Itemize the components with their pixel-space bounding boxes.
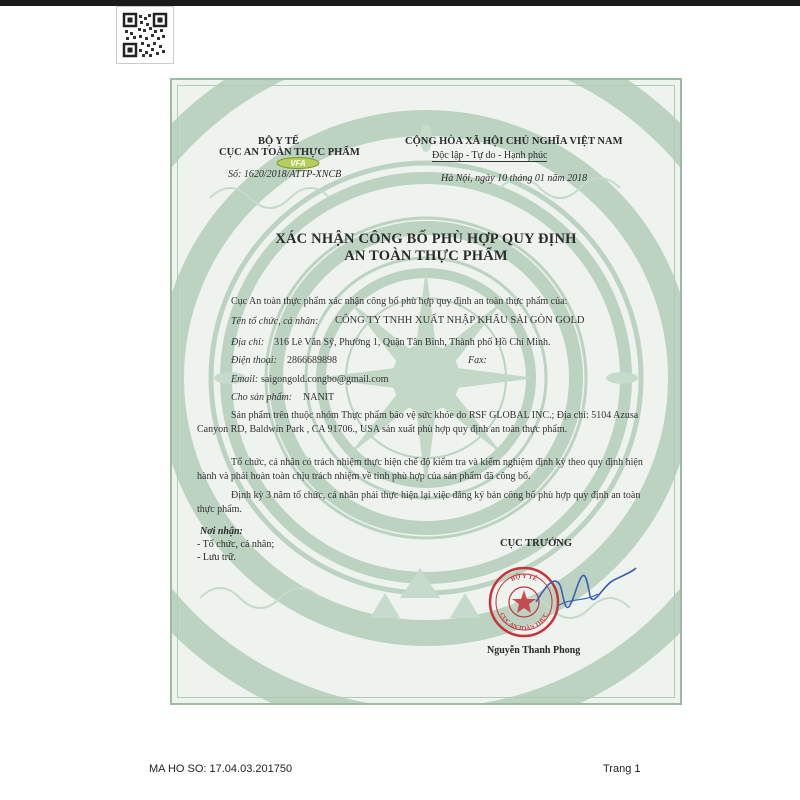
document-number: Số: 1620/2018/ATTP-XNCB xyxy=(228,169,342,180)
renewal-paragraph: Định kỳ 3 năm tổ chức, cá nhân phải thực hiện lại việc đăng ký bản công bố phù hợp quy định an toàn thực phẩm. xyxy=(197,490,641,515)
qr-code xyxy=(116,6,174,64)
product-value: NANIT xyxy=(303,392,335,403)
recipients-label: Nơi nhận: xyxy=(200,526,243,537)
signer-name: Nguyễn Thanh Phong xyxy=(487,645,581,656)
phone-value: 2866689898 xyxy=(287,355,337,366)
org-label: Tên tổ chức, cá nhân: xyxy=(231,316,319,327)
address-label: Địa chỉ: xyxy=(231,337,265,348)
document-title: XÁC NHẬN CÔNG BỐ PHÙ HỢP QUY ĐỊNH xyxy=(275,231,577,247)
responsibility-paragraph: Tổ chức, cá nhân có trách nhiệm thực hiện chế độ kiểm tra và kiểm nghiệm định kỳ theo quy định hiện hành và phải hoàn toàn chịu trách nhiệm về tính phù hợp của sản phẩm đã công bố. xyxy=(197,457,643,482)
email-value: saigongold.congbo@gmail.com xyxy=(261,374,389,385)
document-title-line2: AN TOÀN THỰC PHẨM xyxy=(344,248,508,264)
email-label: Email: xyxy=(231,374,259,385)
ministry-name: BỘ Y TẾ xyxy=(258,136,300,147)
handwritten-signature xyxy=(528,562,638,622)
recipient-item: - Tổ chức, cá nhân; xyxy=(197,539,275,550)
address-value: 316 Lê Văn Sỹ, Phường 1, Quận Tân Bình, Thành phố Hồ Chí Minh. xyxy=(274,337,551,348)
svg-text:VFA: VFA xyxy=(290,159,306,168)
agency-name: CỤC AN TOÀN THỰC PHẨM xyxy=(219,147,360,158)
product-label: Cho sản phẩm: xyxy=(231,392,293,403)
svg-text:CỤC AN TOÀN THỰC: CỤC AN TOÀN THỰC xyxy=(498,612,550,633)
motto: Độc lập - Tự do - Hạnh phúc xyxy=(432,150,548,161)
vfa-logo-icon xyxy=(276,157,320,169)
country-name: CỘNG HÒA XÃ HỘI CHỦ NGHĨA VIỆT NAM xyxy=(405,136,623,147)
phone-label: Điện thoại: xyxy=(231,355,277,366)
org-value: CÔNG TY TNHH XUẤT NHẬP KHẨU SÀI GÒN GOLD xyxy=(335,315,585,326)
fax-label: Fax: xyxy=(468,355,487,366)
svg-text:BỘ Y TẾ: BỘ Y TẾ xyxy=(509,572,539,584)
product-paragraph: Sản phẩm trên thuộc nhóm Thực phẩm bảo vệ sức khỏe do RSF GLOBAL INC.; Địa chỉ: 5104 Azusa Canyon RD, Baldwin Park , CA 91706., USA sản xuất phù hợp quy định an toàn thực phẩm. xyxy=(197,410,639,435)
page-number: Trang 1 xyxy=(603,763,641,775)
signer-title: CỤC TRƯỞNG xyxy=(500,538,573,549)
issue-date: Hà Nội, ngày 10 tháng 01 năm 2018 xyxy=(441,173,588,184)
dossier-code: MA HO SO: 17.04.03.201750 xyxy=(149,763,293,775)
intro-text: Cục An toàn thực phẩm xác nhận công bố phù hợp quy định an toàn thực phẩm của: xyxy=(231,296,568,307)
recipient-item: - Lưu trữ. xyxy=(197,552,236,563)
